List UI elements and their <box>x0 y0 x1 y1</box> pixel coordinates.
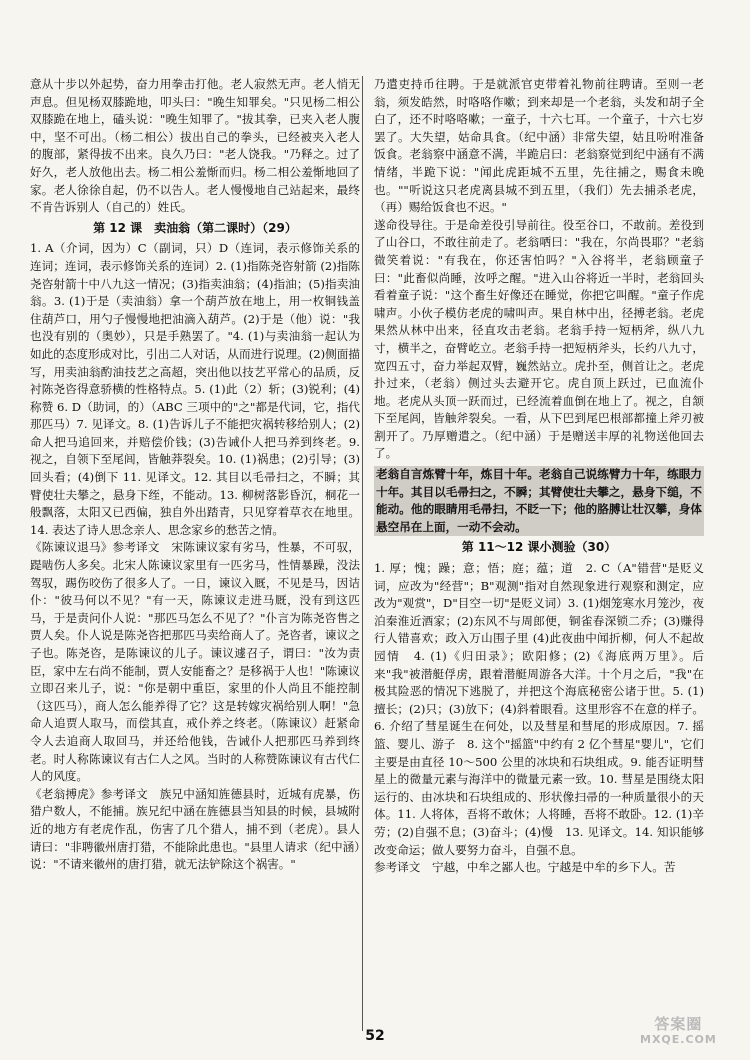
left-column <box>30 76 360 874</box>
right-para-1: 乃遣吏持币往聘。于是就派官吏带着礼物前往聘请。至则一老翁，须发皓然，时咯咯作嗽；到来却是一个老翁，头发和胡子全白了，还不时咯咯嗽；一童子，十六七耳。一个童子，十六七岁罢了。大失望，姑命具食。（纪中涵）非常失望，姑且吩咐准备饭食。老翁察中涵意不满，半跪启曰：老翁察觉到纪中涵有不满情绪，半跪下说："闻此虎距城不五里，先往捕之，赐食未晚也。""听说这只老虎离县城不到五里，（我们）先去捕杀老虎，（再）赐给饭食也不迟。" <box>374 77 704 215</box>
watermark <box>640 1016 717 1048</box>
watermark-main: 答案圈 <box>654 1015 703 1033</box>
highlighted-passage: 老翁自言炼臂十年，炼目十年。老翁自己说练臂力十年，练眼力十年。其目以毛帚扫之，不瞬；其臂使壮夫攀之，悬身下缒，不能动。他的眼睛用毛帚扫，不眨一下；他的胳膊让壮汉攀，身体悬空吊在上面，一动不会动。 <box>374 466 704 536</box>
left-answers: 1. A（介词，因为）C（副词，只）D（连词，表示修饰关系的连词；连词，表示修饰关系的连词）2. (1)指陈尧咨射箭 (2)指陈尧咨射箭十中八九这一情况；(3)指卖油翁；(4)指油；(5)指卖油翁。3. (1)于是（卖油翁）拿一个葫芦放在地上，用一枚铜钱盖住葫芦口，用勺子慢慢地把油滴入葫芦。(2)于是（他）说："我也没有别的（奥妙），只是手熟罢了。"4. (1)与卖油翁一起认为如此的态度形成对比，引出二人对话，从而进行说理。(2)侧面描写，用卖油翁酌油技艺之高超，突出他以技艺平常心的品质，反衬陈尧咨得意骄横的性格特点。5. (1)此（2）斩；(3)锐利；(4)称赞 6. D（助词，的）（ABC 三项中的"之"都是代词，它，指代那匹马）7. 见译文。8. (1)告诉儿子不能把灾祸转移给别人；(2)命人把马追回来，并赔偿价钱；(3)告诫仆人把马养到终老。9. 视之，自领下至尾闾，皆触莽裂矣。10. (1)祸患；(2)引导；(3)回头看；(4)倒下 11. 见译文。12. 其目以毛帚扫之，不瞬；其臂使壮夫攀之，悬身下绖，不能动。13. 柳树落影昏沉，桐花一般飘落，太阳又已西偏，独自外出踏青，只见穿着草衣在地里。14. 表达了诗人思念亲人、思念家乡的愁苦之情。 <box>30 241 360 537</box>
quiz-heading: 第 11～12 课小测验（30） <box>461 540 617 555</box>
translation-old-man-tiger: 《老翁搏虎》参考译文 族兄中涵知旌德县时，近城有虎暴，伤猎户数人，不能捕。族兄纪中涵在旌德县当知县的时候，县城附近的地方有老虎作乱，伤害了几个猎人，捕不到（老虎）。县人请曰："非聘徽州唐打猎，不能除此患也。"县里人请求（纪中涵）说："不请来徽州的唐打猎，就无法铲除这个祸害。" <box>30 786 360 872</box>
right-column <box>374 76 704 877</box>
lesson-12-heading: 第 12 课 卖油翁（第二课时）（29） <box>93 220 297 235</box>
translation-chen-jianyi: 《陈谏议退马》参考译文 宋陈谏议家有劣马，性暴，不可驭，踶啮伤人多矣。北宋人陈谏议家里有一匹劣马，性情暴躁，没法驾驭，踢伤咬伤了很多人了。一日，谏议入厩，不见是马，因诘仆："彼马何以不见？"有一天，陈谏议走进马厩，没有到这匹马，于是责问仆人说："那匹马怎么不见了？"仆言为陈尧咨售之贾人矣。仆人说是陈尧咨把那匹马卖给商人了。尧咨者，谏议之子也。陈尧咨，是陈谏议的儿子。谏议遽召子，谓曰："汝为责臣，家中左右尚不能制，贾人安能畜之？是移祸于人也！"陈谏议立即召来儿子，说："你是朝中重臣，家里的仆人尚且不能控制（这匹马），商人怎么能养得了它？这是转嫁灾祸给别人啊！"急命人追贾人取马，而偿其直，戒仆养之终老。（陈谏议）赶紧命令人去追商人取回马，并还给他钱，告诫仆人把那匹马养到终老。时人称陈谏议有古仁人之风。当时的人称赞陈谏议有古代仁人的风度。 <box>30 540 360 784</box>
right-closing-line: 参考译文 宁越，中牟之鄙人也。宁越是中牟的乡下人。苦 <box>374 860 676 875</box>
page-number: 52 <box>365 1028 385 1044</box>
quiz-answers: 1. 厚；愧；躁；意；悟；庭；蕴；道 2. C（A"错营"是贬义词，应改为"经营"；B"观测"指对自然现象进行观察和测定，应改为"观赏"，D"目空一切"是贬义词）3. (1)烟笼寒水月笼沙，夜泊秦淮近酒家；(2)东风不与周郎便，铜雀春深锁二乔；(3)赚得行人错喜欢；政入万山围子里 (4)此夜曲中闻折柳，何人不起故园情 4. (1)《归田录》；欧阳修；(2)《海底两万里》。后来"我"被潜艇俘虏，跟着潜艇周游各大洋。十个月之后，"我"在极其险恶的情况下逃脱了，并把这个海底秘密公诸于世。5. (1)擅长；(2)只；(3)放下；(4)斜着眼看。这里形容不在意的样子。6. 介绍了彗星诞生在何处，以及彗星和彗尾的形成原因。7. 摇篮、婴儿、游子 8. 这个"摇篮"中约有 2 亿个彗星"婴儿"，它们主要是由直径 10～500 公里的冰块和石块组成。9. 能否证明彗星上的微量元素与海洋中的微量元素一致。10. 彗星是围绕太阳运行的、由冰块和石块组成的、形状像扫帚的一种质量很小的天体。11. 人将体，吾将不敢休；人将睡，吾将不敢卧。12. (1)辛劳；(2)自强不息；(3)奋斗；(4)慢 13. 见译文。14. 知识能够改变命运；做人要努力奋斗，自强不息。 <box>374 561 704 857</box>
left-para-1: 意从十步以外起势，奋力用拳击打他。老人寂然无声。老人悄无声息。但见杨双膝跪地，叩头曰："晚生知罪矣。"只见杨二相公双膝跪在地上，磕头说："晚生知罪了。"拔其拳，已夹入老人腹中，坚不可出。（杨二相公）拔出自己的拳头，已经被夹入老人的腹部，紧得拔不出来。良久乃曰："老人饶我。"乃释之。过了好久，老人放他出去。杨二相公羞惭而归。杨二相公羞惭地回了家。老人徐徐自起，仍不以告人。老人慢慢地自己站起来，最终不肯告诉别人（自己的）姓氏。 <box>30 77 360 215</box>
column-divider <box>362 76 363 1031</box>
watermark-sub: MXQE.COM <box>640 1033 717 1046</box>
right-para-2: 遂命役导往。于是命差役引导前往。役至谷口，不敢前。差役到了山谷口，不敢往前走了。老翁哂曰："我在，尔尚畏耶？"老翁微笑着说："有我在，你还害怕吗？"入谷将半，老翁顾童子曰："此畜似尚睡，汝呼之醒。"进入山谷将近一半时，老翁回头看着童子说："这个畜生好像还在睡觉，你把它叫醒。"童子作虎啸声。小伙子模仿老虎的啸叫声。果自林中出，径搏老翁。老虎果然从林中出来，径直攻击老翁。老翁手持一短柄斧，纵八九寸，横半之，奋臂屹立。老翁手持一把短柄斧头，长约八九寸，宽四五寸，奋力举起双臂，巍然站立。虎扑至，侧首让之。老虎扑过来，（老翁）侧过头去避开它。虎自顶上跃过，已血流仆地。老虎从头顶一跃而过，已经流着血倒在地上了。视之，自颔下至尾闾，皆触斧裂矣。一看，从下巴到尾巴根部都撞上斧刃被割开了。乃厚赠遣之。（纪中涵）于是赠送丰厚的礼物送他回去了。 <box>374 217 704 461</box>
